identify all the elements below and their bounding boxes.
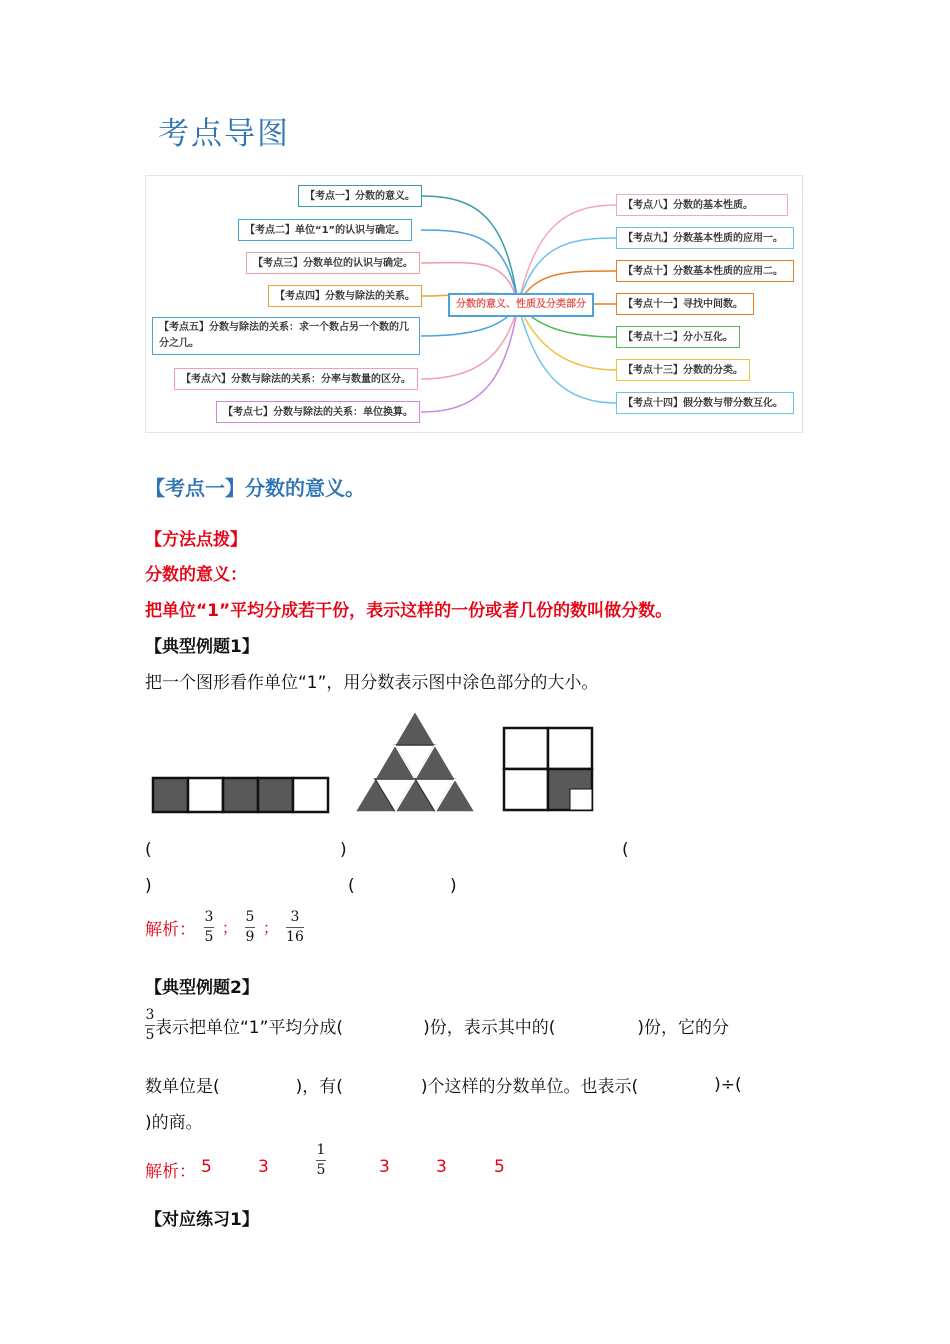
separator: ； xyxy=(263,919,279,937)
text: )份，它的分 xyxy=(637,1018,729,1038)
separator: ； xyxy=(222,919,238,937)
text: 数单位是( xyxy=(145,1077,220,1097)
mind-map-node: 【考点四】分数与除法的关系。 xyxy=(268,285,422,307)
answer-value: 5 xyxy=(201,1157,212,1177)
text: )份，表示其中的( xyxy=(423,1018,556,1038)
fraction: $\frac{1}{5}$ xyxy=(316,1142,326,1178)
method-body: 把单位“1”平均分成若干份，表示这样的一份或者几份的数叫做分数。 xyxy=(145,601,673,621)
example2-line3: )的商。 xyxy=(145,1113,203,1133)
fraction: $\frac{5}{9}$ xyxy=(245,909,255,945)
figure-bar xyxy=(150,775,332,815)
fraction: $\frac{3}{5}$ xyxy=(204,909,214,945)
mind-map-node: 【考点三】分数单位的认识与确定。 xyxy=(246,252,420,274)
blank-open: ( xyxy=(348,876,355,896)
mind-map-node: 【考点十二】分小互化。 xyxy=(616,326,740,348)
example2-title: 【典型例题2】 xyxy=(145,978,259,998)
answer-value: 3 xyxy=(258,1157,269,1177)
answer-label: 解析： xyxy=(145,920,196,940)
mind-map-node: 【考点一】分数的意义。 xyxy=(298,185,422,207)
mind-map-node: 【考点八】分数的基本性质。 xyxy=(616,194,788,216)
figure-square xyxy=(502,726,594,812)
mind-map-node: 【考点十四】假分数与带分数互化。 xyxy=(616,392,794,414)
mind-map-node: 【考点十一】寻找中间数。 xyxy=(616,293,754,315)
mind-map-node: 【考点六】分数与除法的关系：分率与数量的区分。 xyxy=(174,368,418,390)
example2-line1 xyxy=(145,1008,825,1043)
answer-value: 5 xyxy=(494,1157,505,1177)
example1-question: 把一个图形看作单位“1”，用分数表示图中涂色部分的大小。 xyxy=(145,673,599,693)
method-title: 【方法点拨】 xyxy=(145,530,247,550)
blank-close: ) xyxy=(145,876,152,896)
figure-triangle xyxy=(352,708,478,814)
text: )个这样的分数单位。也表示( xyxy=(420,1077,639,1097)
example2-line2 xyxy=(145,1072,825,1097)
blank-close: ) xyxy=(340,840,347,860)
mind-map-node: 【考点九】分数基本性质的应用一。 xyxy=(616,227,794,249)
mind-map-node: 【考点七】分数与除法的关系：单位换算。 xyxy=(216,401,420,423)
text: )，有( xyxy=(295,1077,343,1097)
answer-value: 3 xyxy=(436,1157,447,1177)
mind-map-node: 【考点五】分数与除法的关系：求一个数占另一个数的几分之几。 xyxy=(152,317,420,355)
mind-map xyxy=(145,175,803,433)
mind-map-node: 【考点十三】分数的分类。 xyxy=(616,359,750,381)
text: 表示把单位“1”平均分成( xyxy=(155,1018,344,1038)
blank-open: ( xyxy=(622,840,629,860)
example1-answer xyxy=(145,910,304,945)
text: )÷( xyxy=(714,1074,742,1095)
example1-title: 【典型例题1】 xyxy=(145,637,259,657)
method-subtitle: 分数的意义： xyxy=(145,565,247,585)
fraction: $\frac{3}{16}$ xyxy=(286,909,304,945)
mind-map-node: 【考点十】分数基本性质的应用二。 xyxy=(616,260,794,282)
blank-close: ) xyxy=(450,876,457,896)
answer-fraction xyxy=(316,1143,326,1178)
blank-open: ( xyxy=(145,840,152,860)
answer-value: 3 xyxy=(379,1157,390,1177)
answer-label: 解析： xyxy=(145,1162,196,1182)
page-title: 考点导图 xyxy=(158,116,290,152)
mind-map-center: 分数的意义、性质及分类部分 xyxy=(448,293,594,317)
practice1-title: 【对应练习1】 xyxy=(145,1210,259,1230)
mind-map-node: 【考点二】单位“1”的认识与确定。 xyxy=(238,219,412,241)
section-heading: 【考点一】分数的意义。 xyxy=(145,476,365,500)
fraction: $\frac{3}{5}$ xyxy=(145,1007,155,1043)
